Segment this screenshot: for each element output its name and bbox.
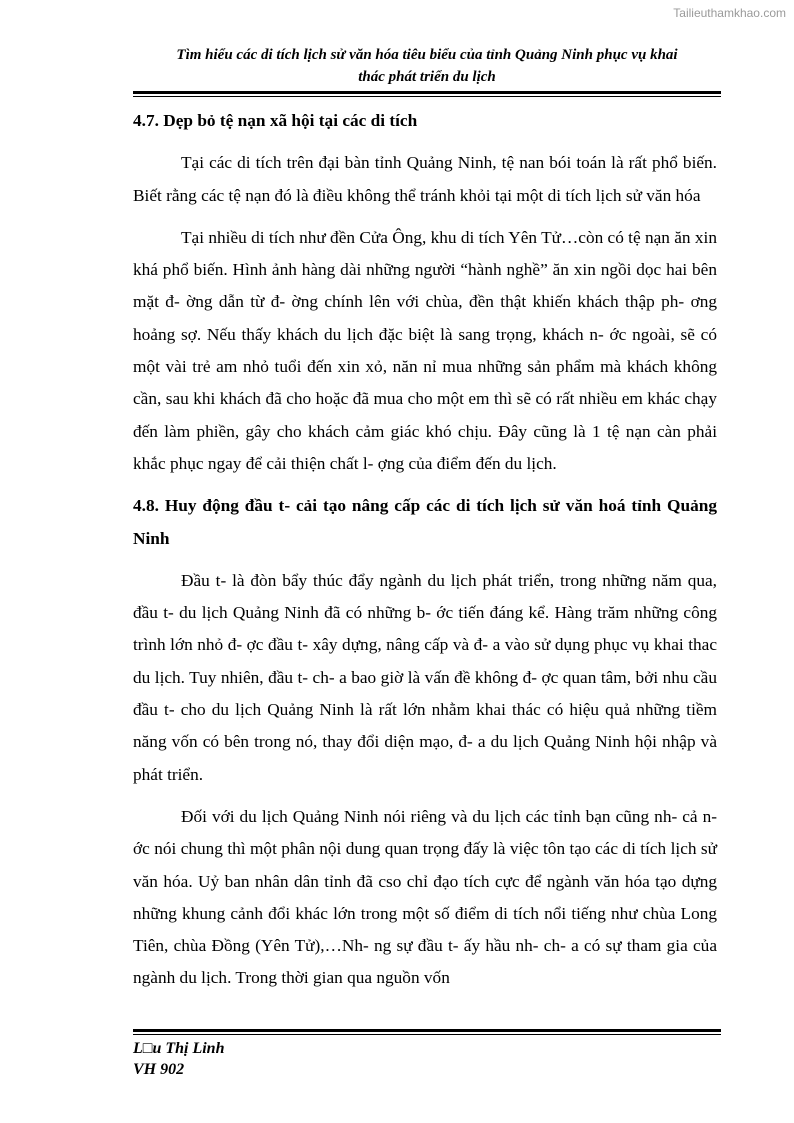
- paragraph: Đầu t- là đòn bẩy thúc đẩy ngành du lịch phát triển, trong những năm qua, đầu t- du lịch Quảng Ninh đã có những b- ớc tiến đáng kể. Hàng trăm những công trình lớn nhỏ đ- ợc đầu t- xây dựng, nâng cấp và đ- a vào sử dụng phục vụ khai thac du lịch. Tuy nhiên, đầu t- ch- a bao giờ là vấn đề không đ- ợc quan tâm, bởi nhu cầu đầu t- cho du lịch Quảng Ninh là rất lớn nhằm khai thác có hiệu quả những tiềm năng vốn có bên trong nó, thay đổi diện mạo, đ- a du lịch Quảng Ninh hội nhập và phát triển.: [133, 570, 717, 784]
- watermark: Tailieuthamkhao.com: [673, 6, 786, 20]
- paragraph: Tại nhiều di tích như đền Cửa Ông, khu di tích Yên Tử…còn có tệ nạn ăn xin khá phổ biến. Hình ảnh hàng dài những người “hành nghề” ăn xin ngồi dọc hai bên mặt đ- ờng dẫn từ đ- ờng chính lên với chùa, đền thật khiến khách thập ph- ơng hoảng sợ. Nếu thấy khách du lịch đặc biệt là sang trọng, khách n- ớc ngoài, sẽ có một vài trẻ am nhỏ tuổi đến xin xỏ, năn nỉ mua những sản phẩm mà khách không cần, sau khi khách đã cho hoặc đã mua cho một em thì sẽ có rất nhiều em khác chạy đến làm phiền, gây cho khách cảm giác khó chịu. Đây cũng là 1 tệ nạn càn phải khắc phục ngay để cải thiện chất l- ợng của điểm đến du lịch.: [133, 227, 717, 473]
- header-rule-thin: [133, 96, 721, 97]
- footer-rule: [133, 1029, 721, 1032]
- header-title-line2: thác phát triển du lịch: [358, 69, 496, 85]
- page-footer: [133, 1038, 224, 1080]
- header-title-line1: Tìm hiểu các di tích lịch sử văn hóa tiêu biểu của tỉnh Quảng Ninh phục vụ khai: [176, 47, 678, 63]
- section-heading-4-8: 4.8. Huy động đầu t- cải tạo nâng cấp các di tích lịch sử văn hoá tỉnh Quảng Ninh: [133, 496, 717, 548]
- page-header: [133, 44, 721, 88]
- paragraph: Đối với du lịch Quảng Ninh nói riêng và du lịch các tỉnh bạn cũng nh- cả n- ớc nói chung thì một phân nội dung quan trọng đấy là việc tôn tạo các di tích lịch sử văn hóa. Uỷ ban nhân dân tỉnh đã cso chỉ đạo tích cực để ngành văn hóa tạo dựng những khung cảnh đổi khác lớn trong một số điểm di tích nổi tiếng như chùa Long Tiên, chùa Đồng (Yên Tử),…Nh- ng sự đầu t- ấy hầu nh- ch- a có sự tham gia của ngành du lịch. Trong thời gian qua nguồn vốn: [133, 806, 717, 988]
- page-content: [133, 105, 717, 995]
- header-rule: [133, 91, 721, 94]
- section-heading-4-7: 4.7. Dẹp bỏ tệ nạn xã hội tại các di tích: [133, 111, 418, 130]
- footer-rule-thin: [133, 1034, 721, 1035]
- footer-class: VH 902: [133, 1061, 185, 1078]
- paragraph: Tại các di tích trên đại bàn tỉnh Quảng Ninh, tệ nan bói toán là rất phổ biến. Biết rằng các tệ nạn đó là điều không thể tránh khỏi tại một di tích lịch sử văn hóa: [133, 153, 717, 205]
- footer-author: L□u Thị Linh: [133, 1040, 225, 1057]
